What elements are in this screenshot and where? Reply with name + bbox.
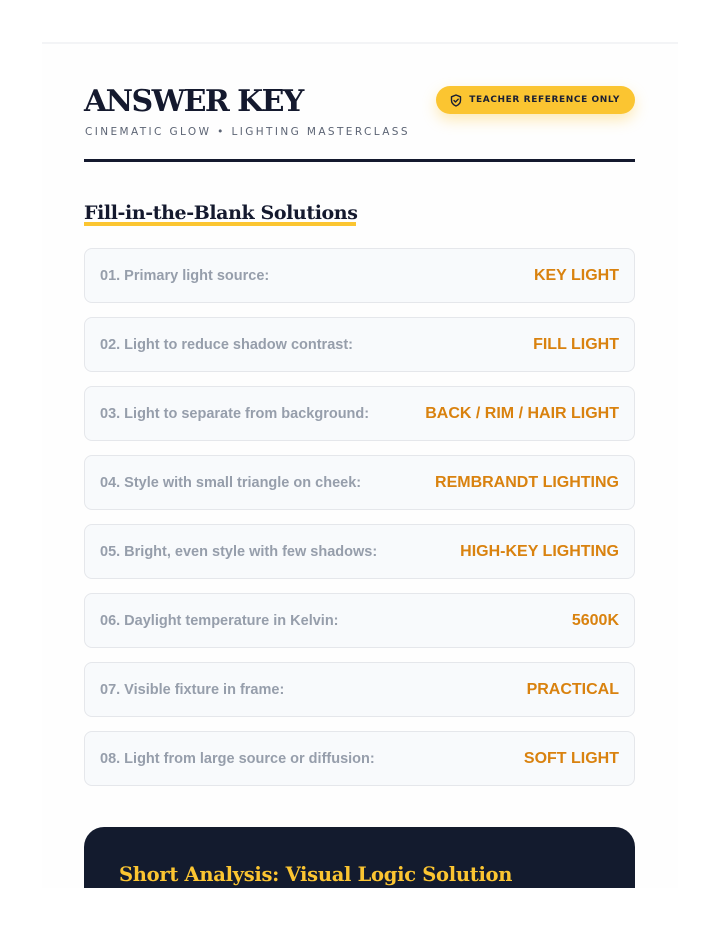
- analysis-title: Short Analysis: Visual Logic Solution: [119, 863, 513, 886]
- answer-key-sheet: [42, 42, 678, 888]
- answer-value: BACK / RIM / HAIR LIGHT: [425, 404, 619, 422]
- answer-value: HIGH-KEY LIGHTING: [460, 542, 619, 560]
- answer-question: 03. Light to separate from background:: [100, 405, 370, 422]
- section-title: Fill-in-the-Blank Solutions: [84, 202, 358, 224]
- answer-row: [84, 386, 635, 441]
- answer-question: 08. Light from large source or diffusion:: [100, 750, 375, 767]
- answer-row: [84, 593, 635, 648]
- page-title: ANSWER KEY: [84, 84, 303, 119]
- answer-question: 01. Primary light source:: [100, 267, 270, 284]
- answer-row: [84, 731, 635, 786]
- answer-question: 06. Daylight temperature in Kelvin:: [100, 612, 339, 629]
- answer-value: KEY LIGHT: [533, 266, 619, 284]
- answer-row: [84, 524, 635, 579]
- answer-row: [84, 455, 635, 510]
- answer-value: 5600K: [571, 611, 619, 629]
- badge-label: TEACHER REFERENCE ONLY: [469, 95, 620, 105]
- answer-value: PRACTICAL: [526, 680, 619, 698]
- answer-question: 07. Visible fixture in frame:: [100, 681, 285, 698]
- answer-value: FILL LIGHT: [533, 335, 619, 353]
- teacher-reference-badge: [436, 86, 635, 114]
- answer-row: [84, 662, 635, 717]
- answer-question: 02. Light to reduce shadow contrast:: [100, 336, 353, 353]
- analysis-panel: [84, 827, 635, 888]
- answer-value: SOFT LIGHT: [523, 749, 619, 767]
- answer-row: [84, 248, 635, 303]
- answer-row: [84, 317, 635, 372]
- page-subtitle: CINEMATIC GLOW • LIGHTING MASTERCLASS: [85, 126, 410, 138]
- answer-value: REMBRANDT LIGHTING: [435, 473, 619, 491]
- header-divider: [84, 159, 635, 162]
- answer-question: 04. Style with small triangle on cheek:: [100, 474, 362, 491]
- shield-check-icon: [450, 94, 462, 107]
- header: [84, 84, 635, 164]
- answer-question: 05. Bright, even style with few shadows:: [100, 543, 378, 560]
